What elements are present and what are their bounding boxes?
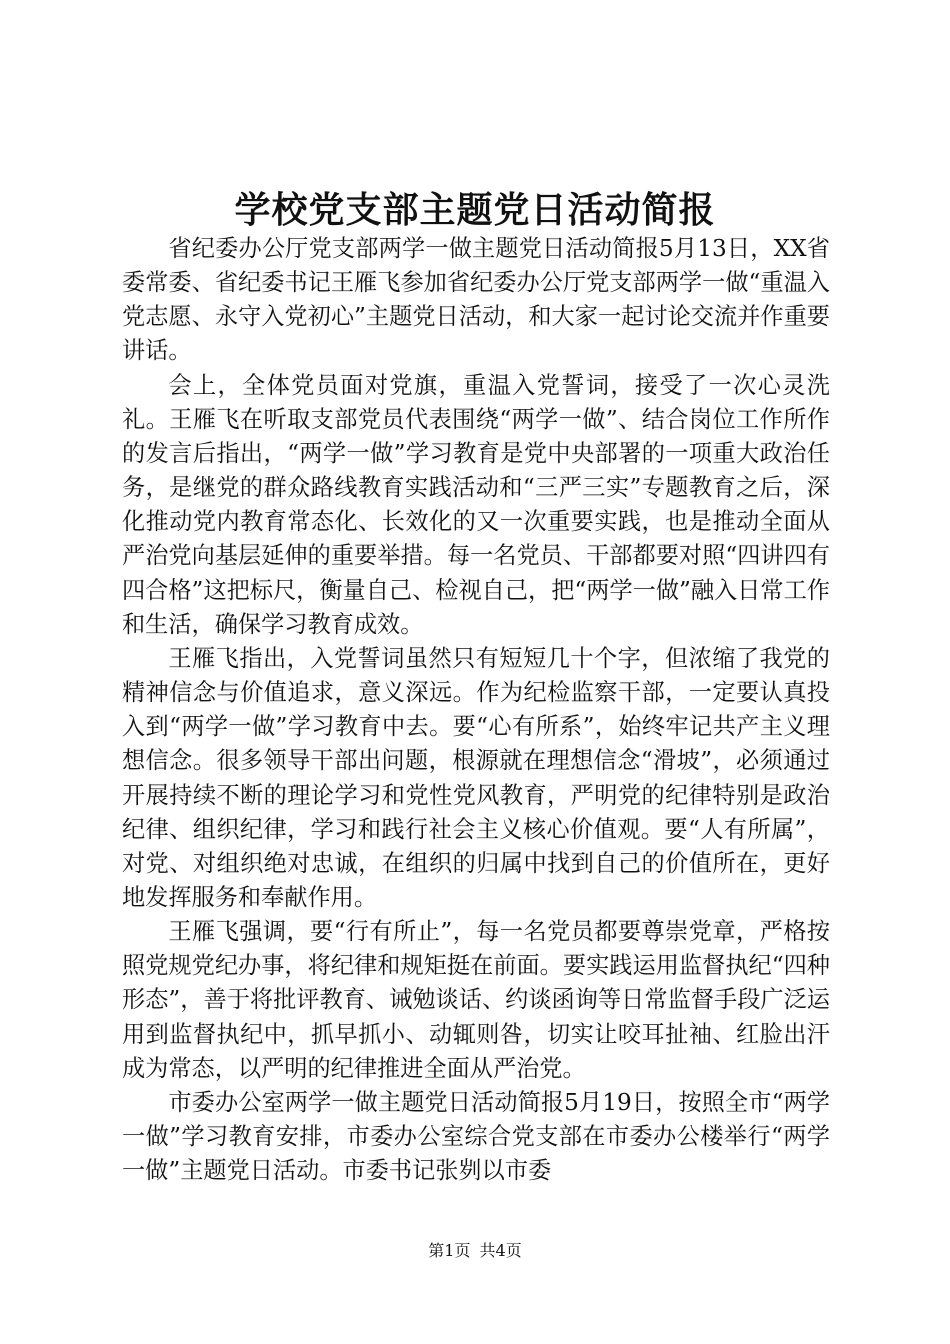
document-title: 学校党支部主题党日活动简报: [234, 189, 716, 231]
paragraph-5: 市委办公室两学一做主题党日活动简报5月19日，按照全市“两学一做”学习教育安排，市委办公室综合党支部在市委办公楼举行“两学一做”主题党日活动。市委书记张刿以市委: [122, 1088, 830, 1185]
paragraph-3: 王雁飞指出，入党誓词虽然只有短短几十个字，但浓缩了我党的精神信念与价值追求，意义深远。作为纪检监察干部，一定要认真投入到“两学一做”学习教育中去。要“心有所系”，始终牢记共产主义理想信念。很多领导干部出问题，根源就在理想信念“滑坡”，必须通过开展持续不断的理论学习和党性党风教育，严明党的纪律特别是政治纪律、组织纪律，学习和践行社会主义核心价值观。要“人有所属”，对党、对组织绝对忠诚，在组织的归属中找到自己的价值所在，更好地发挥服务和奉献作用。: [122, 644, 830, 911]
document-body: [122, 232, 830, 1188]
paragraph-2: 会上，全体党员面对党旗，重温入党誓词，接受了一次心灵洗礼。王雁飞在听取支部党员代表围绕“两学一做”、结合岗位工作所作的发言后指出，“两学一做”学习教育是党中央部署的一项重大政治任务，是继党的群众路线教育实践活动和“三严三实”专题教育之后，深化推动党内教育常态化、长效化的又一次重要实践，也是推动全面从严治党向基层延伸的重要举措。每一名党员、干部都要对照“四讲四有四合格”这把标尺，衡量自己、检视自己，把“两学一做”融入日常工作和生活，确保学习教育成效。: [122, 371, 830, 638]
page-number-current: 第1页: [428, 1241, 471, 1260]
paragraph-1: 省纪委办公厅党支部两学一做主题党日活动简报5月13日，XX省委常委、省纪委书记王雁飞参加省纪委办公厅党支部两学一做“重温入党志愿、永守入党初心”主题党日活动，和大家一起讨论交流并作重要讲话。: [122, 235, 830, 365]
paragraph-4: 王雁飞强调，要“行有所止”，每一名党员都要尊崇党章，严格按照党规党纪办事，将纪律和规矩挺在前面。要实践运用监督执纪“四种形态”，善于将批评教育、诫勉谈话、约谈函询等日常监督手段广泛运用到监督执纪中，抓早抓小、动辄则咎，切实让咬耳扯袖、红脸出汗成为常态，以严明的纪律推进全面从严治党。: [122, 918, 830, 1082]
page-footer: [0, 1240, 950, 1262]
page-number-total: 共4页: [479, 1241, 522, 1260]
